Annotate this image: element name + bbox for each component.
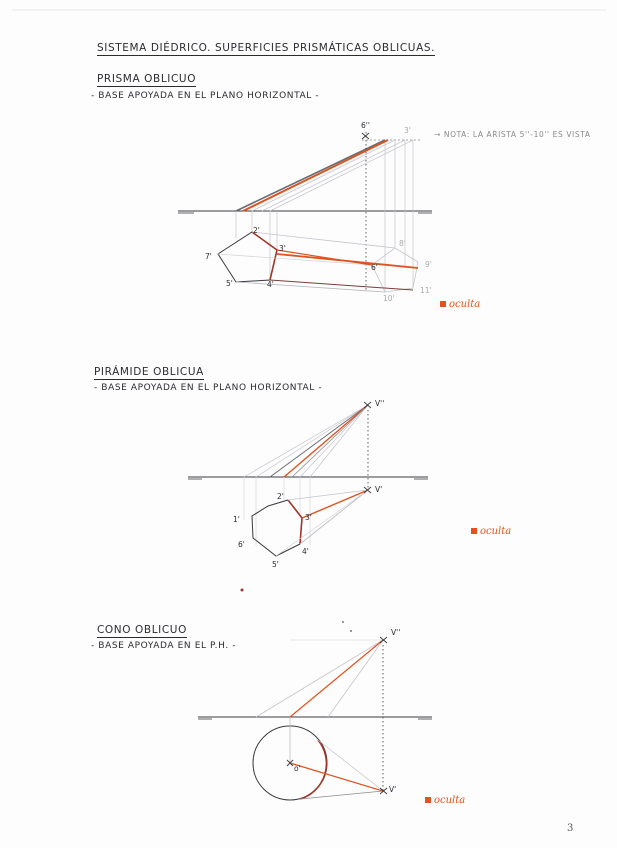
label-6p: 6' — [371, 263, 378, 272]
label-6p-pyramid: 6' — [238, 540, 245, 549]
pyramid-section-title: PIRÁMIDE OBLICUA — [94, 366, 204, 378]
legend-label: oculta — [434, 795, 466, 806]
label-3p: 3' — [279, 244, 286, 253]
label-4p-pyramid: 4' — [302, 547, 309, 556]
label-11p: 11' — [420, 286, 432, 295]
label-4p: 4' — [267, 280, 274, 289]
legend-swatch — [440, 301, 446, 307]
label-vpp-cone: V'' — [391, 628, 401, 637]
prism-legend — [440, 299, 480, 310]
label-2p: 2' — [253, 226, 260, 235]
label-7p: 7' — [205, 252, 212, 261]
label-vp-cone: V' — [389, 785, 397, 794]
cone-legend — [425, 795, 465, 806]
pyramid-section-subtitle: - BASE APOYADA EN EL PLANO HORIZONTAL - — [94, 383, 323, 393]
legend-label: oculta — [480, 526, 512, 537]
cone-section-title: CONO OBLICUO — [97, 624, 187, 636]
prism-section-subtitle: - BASE APOYADA EN EL PLANO HORIZONTAL - — [91, 91, 320, 101]
label-2p-pyramid: 2' — [277, 492, 284, 501]
legend-label: oculta — [449, 299, 481, 310]
label-5p: 5' — [226, 279, 233, 288]
label-6pp: 6'' — [361, 121, 370, 130]
label-9p: 9' — [425, 260, 432, 269]
prism-section-title: PRISMA OBLICUO — [97, 73, 197, 85]
label-10p: 10' — [383, 294, 395, 303]
label-1p-pyramid: 1' — [233, 515, 240, 524]
label-op-cone: o' — [294, 764, 301, 773]
prism-note: → NOTA: LA ARISTA 5''-10'' ES VISTA — [434, 130, 591, 139]
label-8p: 8' — [399, 239, 406, 248]
pyramid-drawing — [188, 402, 428, 592]
pyramid-legend — [471, 526, 511, 537]
label-vpp-pyramid: V'' — [375, 399, 385, 408]
prism-drawing — [178, 132, 432, 292]
label-3p-pyramid: 3' — [305, 513, 312, 522]
page-number: 3 — [567, 823, 574, 834]
label-vp-pyramid: V' — [375, 485, 383, 494]
legend-swatch — [425, 797, 431, 803]
label-3p-elev: 3' — [404, 126, 411, 135]
page-title: SISTEMA DIÉDRICO. SUPERFICIES PRISMÁTICAS OBLICUAS. — [97, 42, 436, 54]
legend-swatch — [471, 528, 477, 534]
label-5p-pyramid: 5' — [272, 560, 279, 569]
cone-section-subtitle: - BASE APOYADA EN EL P.H. - — [91, 641, 237, 651]
